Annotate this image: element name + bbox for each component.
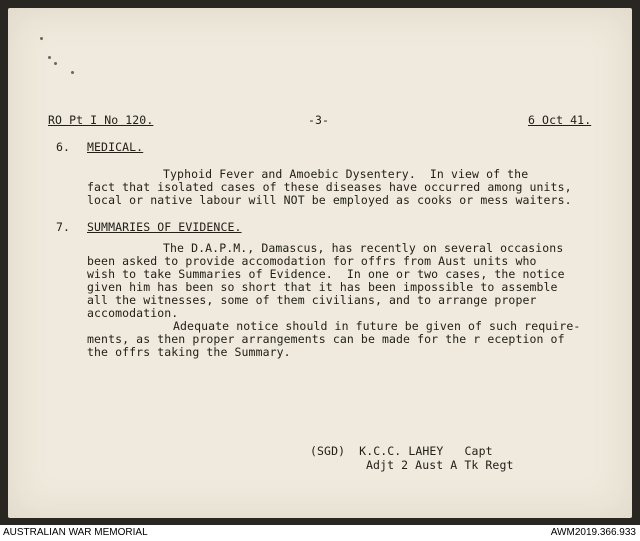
punch-mark [71, 71, 74, 74]
section-text-line: fact that isolated cases of these diseases have occurred among units, [87, 180, 572, 194]
section-heading: MEDICAL. [87, 140, 144, 154]
section-text-line: all the witnesses, some of them civilians, and to arrange proper [87, 293, 537, 307]
section-text-line: The D.A.P.M., Damascus, has recently on several occasions [163, 241, 564, 255]
section-text-line: accomodation. [87, 306, 179, 320]
section-text-line: ments, as then proper arrangements can be made for the r eception of [87, 332, 565, 346]
archive-item-id: AWM2019.366.933 [550, 527, 636, 538]
order-date: 6 Oct 41. [528, 113, 592, 127]
section-heading: SUMMARIES OF EVIDENCE. [87, 220, 242, 234]
archive-footer [0, 525, 640, 541]
section-number: 7. [56, 220, 71, 234]
punch-mark [54, 62, 57, 65]
section-text-line: Adequate notice should in future be given of such require- [173, 319, 581, 333]
section-number: 6. [56, 140, 71, 154]
signature-appointment: Adjt 2 Aust A Tk Regt [366, 458, 514, 472]
section-text-line: the offrs taking the Summary. [87, 345, 291, 359]
section-text-line: wish to take Summaries of Evidence. In one or two cases, the notice [87, 267, 565, 281]
section-text-line: given him has been so short that it has been impossible to assemble [87, 280, 558, 294]
section-text-line: Typhoid Fever and Amoebic Dysentery. In view of the [163, 167, 529, 181]
archive-name: AUSTRALIAN WAR MEMORIAL [3, 527, 148, 538]
section-text-line: been asked to provide accomodation for offrs from Aust units who [87, 254, 537, 268]
signature-name: (SGD) K.C.C. LAHEY Capt [310, 444, 493, 458]
punch-mark [48, 56, 51, 59]
document-page [8, 8, 632, 518]
order-reference: RO Pt I No 120. [48, 113, 154, 127]
page-number: -3- [308, 113, 330, 127]
section-text-line: local or native labour will NOT be employed as cooks or mess waiters. [87, 193, 572, 207]
punch-mark [40, 37, 43, 40]
